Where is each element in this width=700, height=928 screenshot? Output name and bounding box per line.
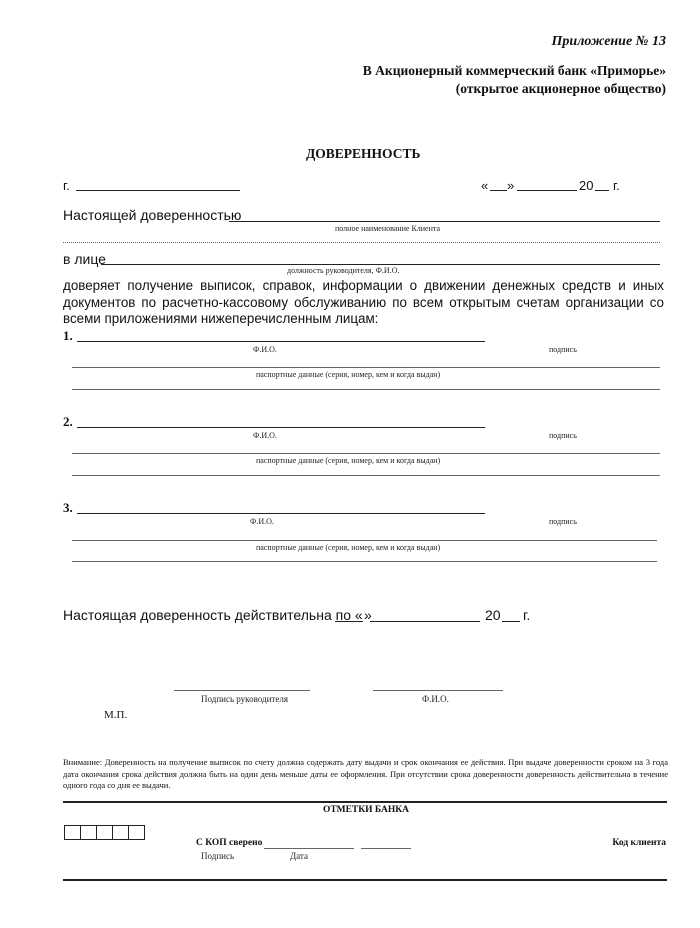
person-2-passport-caption: паспортные данные (серия, номер, кем и когда выдан) [256, 456, 441, 465]
date-year-prefix: 20 [579, 178, 594, 193]
validity-year-field[interactable] [502, 621, 520, 622]
verified-date-caption: Дата [290, 851, 308, 861]
verified-label: С КОП сверено [196, 838, 263, 848]
verified-signature-field[interactable] [264, 848, 354, 849]
client-code-box-3[interactable] [96, 825, 113, 840]
head-fio-field[interactable] [373, 690, 503, 691]
bank-name-line1: В Акционерный коммерческий банк «Приморье» [362, 63, 666, 78]
person-1-passport-field-line2[interactable] [72, 389, 660, 390]
person-2-signature-caption: подпись [549, 431, 577, 440]
validity-year-prefix: 20 [485, 607, 501, 623]
grantor-caption: полное наименование Клиента [335, 224, 441, 233]
head-fio-caption: Ф.И.О. [422, 694, 449, 704]
stamp-label: М.П. [104, 709, 128, 721]
person-2-number: 2. [63, 414, 73, 429]
person-3-fio-field[interactable] [77, 513, 485, 514]
date-day-field[interactable] [490, 190, 507, 191]
validity-day-field[interactable] [335, 621, 363, 622]
document-title: ДОВЕРЕННОСТЬ [306, 146, 421, 161]
bank-marks-title: ОТМЕТКИ БАНКА [323, 805, 410, 815]
date-open-quote: « [481, 178, 489, 193]
person-2-passport-field[interactable] [72, 453, 660, 454]
validity-close-quote: » [364, 607, 372, 623]
date-close-quote: » [507, 178, 515, 193]
validity-month-field[interactable] [370, 621, 480, 622]
date-year-suffix: г. [613, 178, 620, 193]
person-field[interactable] [101, 264, 660, 265]
validity-text: Настоящая доверенность действительна по « [63, 607, 363, 623]
person-1-fio-field[interactable] [77, 341, 485, 342]
person-1-passport-field[interactable] [72, 367, 660, 368]
validity-year-suffix: г. [523, 607, 531, 623]
bank-marks-divider-top [63, 801, 667, 803]
person-3-number: 3. [63, 500, 73, 515]
person-caption: должность руководителя, Ф.И.О. [287, 266, 400, 275]
person-2-passport-field-line2[interactable] [72, 475, 660, 476]
appendix-label: Приложение № 13 [551, 34, 666, 49]
person-3-passport-field[interactable] [72, 540, 657, 541]
person-label: в лице [63, 251, 106, 267]
verified-signature-caption: Подпись [201, 851, 235, 861]
grantor-name-field-line2[interactable] [63, 242, 660, 243]
client-code-box-2[interactable] [80, 825, 97, 840]
person-1-passport-caption: паспортные данные (серия, номер, кем и когда выдан) [256, 370, 441, 379]
person-2-fio-field[interactable] [77, 427, 485, 428]
date-month-field[interactable] [517, 190, 577, 191]
bank-name-line2: (открытое акционерное общество) [455, 81, 666, 96]
person-1-signature-caption: подпись [549, 345, 577, 354]
person-3-passport-caption: паспортные данные (серия, номер, кем и когда выдан) [256, 543, 441, 552]
head-signature-caption: Подпись руководителя [201, 694, 288, 704]
client-code-box-5[interactable] [128, 825, 145, 840]
client-code-label: Код клиента [612, 838, 666, 848]
person-1-fio-caption: Ф.И.О. [253, 345, 277, 354]
verified-date-field[interactable] [361, 848, 411, 849]
grantor-name-field[interactable] [229, 221, 660, 222]
client-code-box-4[interactable] [112, 825, 129, 840]
person-3-fio-caption: Ф.И.О. [250, 517, 274, 526]
grantor-label: Настоящей доверенностью [63, 207, 242, 223]
person-1-number: 1. [63, 328, 73, 343]
date-year-field[interactable] [595, 190, 609, 191]
person-3-passport-field-line2[interactable] [72, 561, 657, 562]
attention-note: Внимание: Доверенность на получение выписок по счету должна содержать дату выдачи и срок окончания ее действия. При выдаче доверенности сроком на 3 года дата окончания срока действия должна быть на один день меньше даты ее оформления. При отсутствии срока доверенности доверенность действительна в течение одного года со дня ее выдачи. [63, 757, 668, 791]
person-2-fio-caption: Ф.И.О. [253, 431, 277, 440]
city-field[interactable] [76, 190, 240, 191]
authorization-text: доверяет получение выписок, справок, информации о движении денежных средств и иных документов по расчетно-кассовому обслуживанию по всем открытым счетам организации со всеми приложениями нижеперечисленным лицам: [63, 278, 664, 326]
person-3-signature-caption: подпись [549, 517, 577, 526]
head-signature-field[interactable] [174, 690, 310, 691]
bank-marks-divider-bottom [63, 879, 667, 881]
city-prefix: г. [63, 178, 70, 193]
client-code-box-1[interactable] [64, 825, 81, 840]
